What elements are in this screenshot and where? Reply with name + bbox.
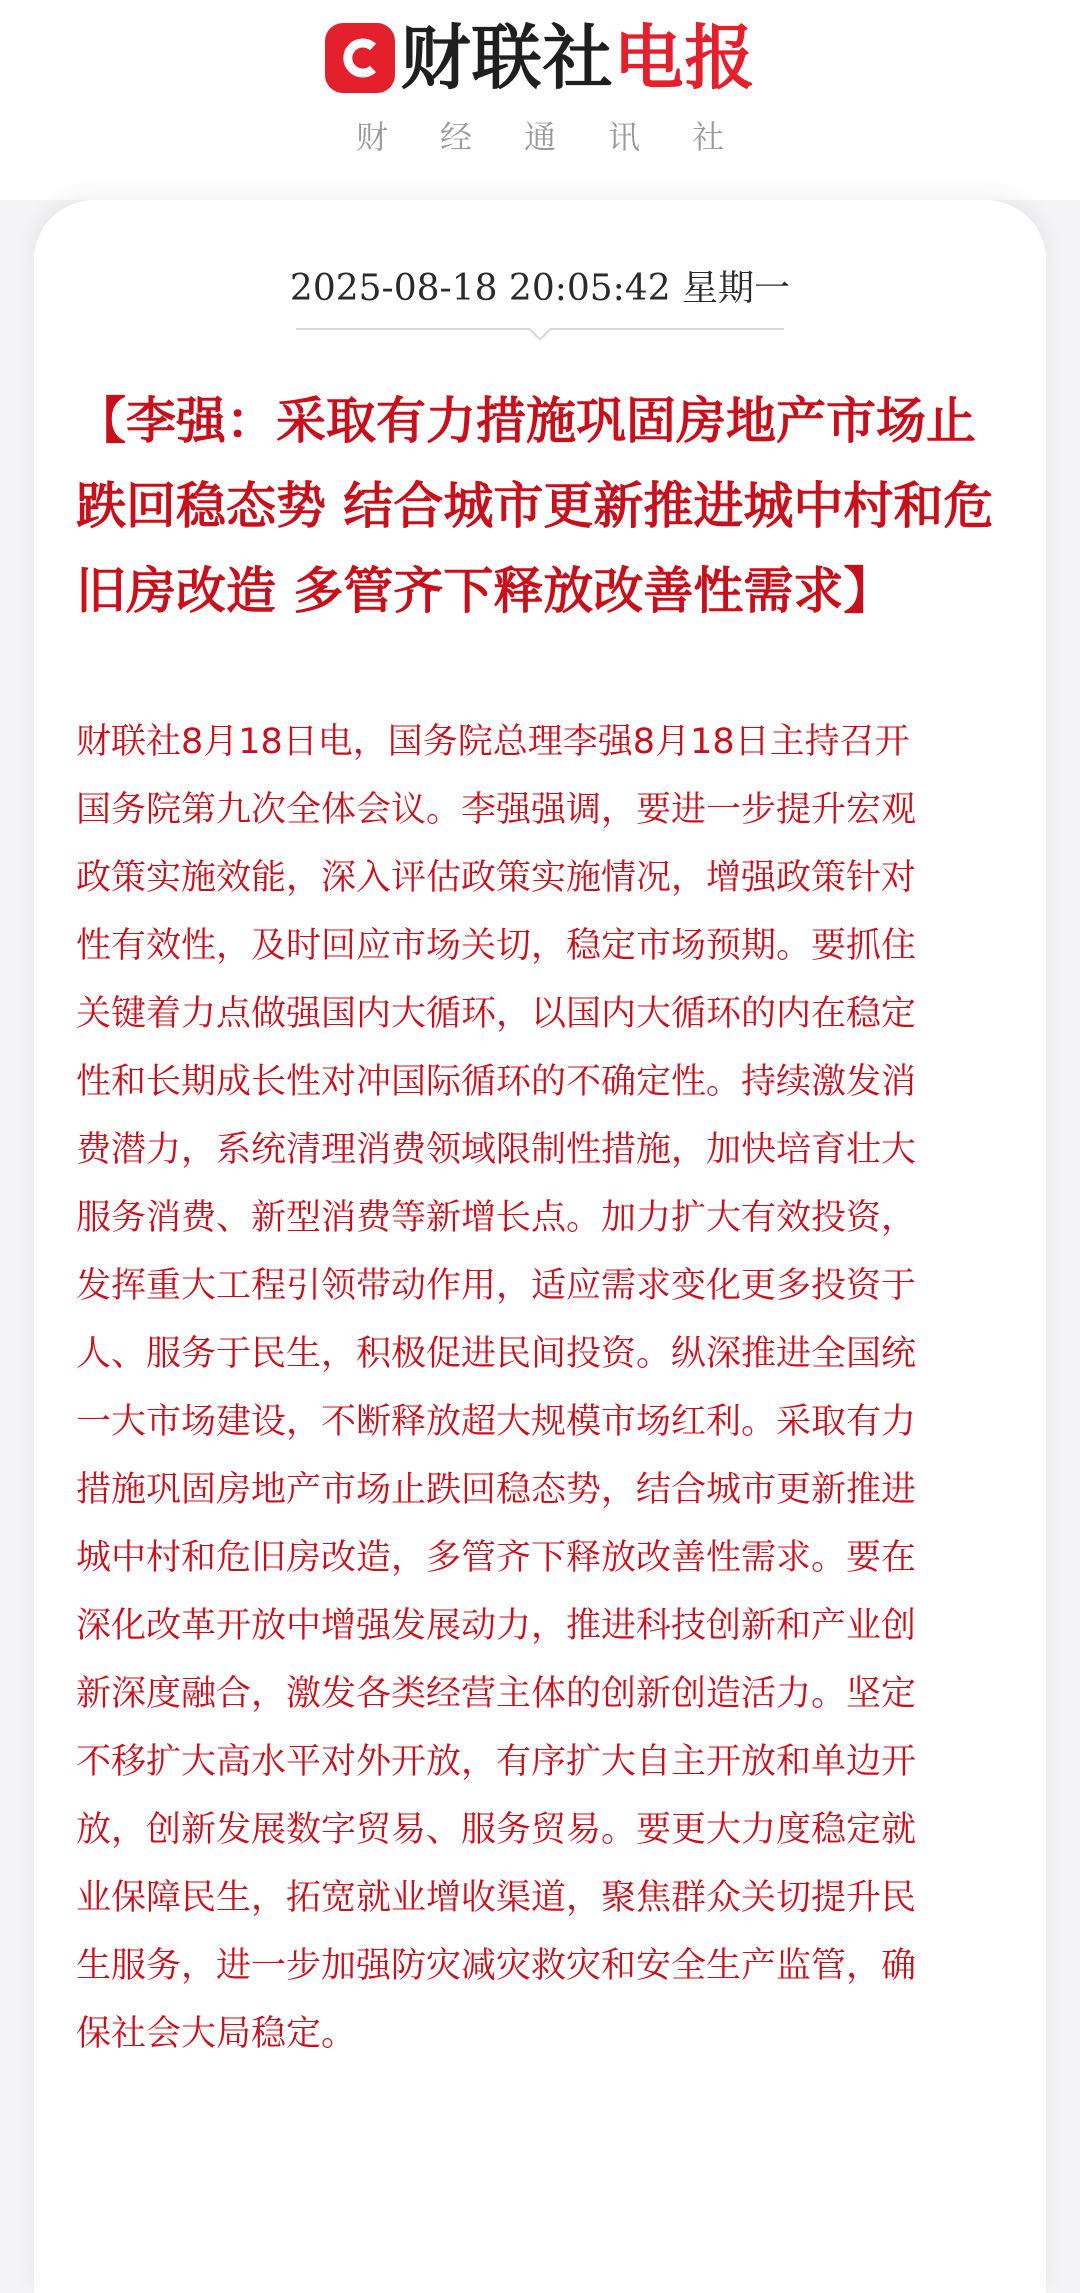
app-header: [0, 0, 1080, 200]
brand-c-icon: [325, 23, 395, 93]
article-body: 财联社8月18日电，国务院总理李强8月18日主持召开国务院第九次全体会议。李强强调，要进一步提升宏观政策实施效能，深入评估政策实施情况，增强政策针对性有效性，及时回应市场关切，稳定市场预期。要抓住关键着力点做强国内大循环，以国内大循环的内在稳定性和长期成长性对冲国际循环的不确定性。持续激发消费潜力，系统清理消费领域限制性措施，加快培育壮大服务消费、新型消费等新增长点。加力扩大有效投资，发挥重大工程引领带动作用，适应需求变化更多投资于人、服务于民生，积极促进民间投资。纵深推进全国统一大市场建设，不断释放超大规模市场红利。采取有力措施巩固房地产市场止跌回稳态势，结合城市更新推进城中村和危旧房改造，多管齐下释放改善性需求。要在深化改革开放中增强发展动力，推进科技创新和产业创新深度融合，激发各类经营主体的创新创造活力。坚定不移扩大高水平对外开放，有序扩大自主开放和单边开放，创新发展数字贸易、服务贸易。要更大力度稳定就业保障民生，拓宽就业增收渠道，聚焦群众关切提升民生服务，进一步加强防灾减灾救灾和安全生产监管，确保社会大局稳定。: [76, 722, 917, 2054]
brand-logo: [0, 18, 1080, 98]
divider-notch-fill: [529, 327, 551, 338]
article-datetime: 2025-08-18 20:05:42 星期一: [289, 268, 791, 309]
brand-name-part1: 财联社: [400, 17, 614, 99]
brand-name-part2: 电报: [613, 17, 756, 99]
brand-tagline: 财经通讯社: [355, 118, 776, 156]
article-card: [34, 200, 1046, 2293]
article-headline: 【李强：采取有力措施巩固房地产市场止跌回稳态势 结合城市更新推进城中村和危旧房改造 多管齐下释放改善性需求】: [76, 391, 994, 620]
brand-name: [401, 18, 756, 98]
